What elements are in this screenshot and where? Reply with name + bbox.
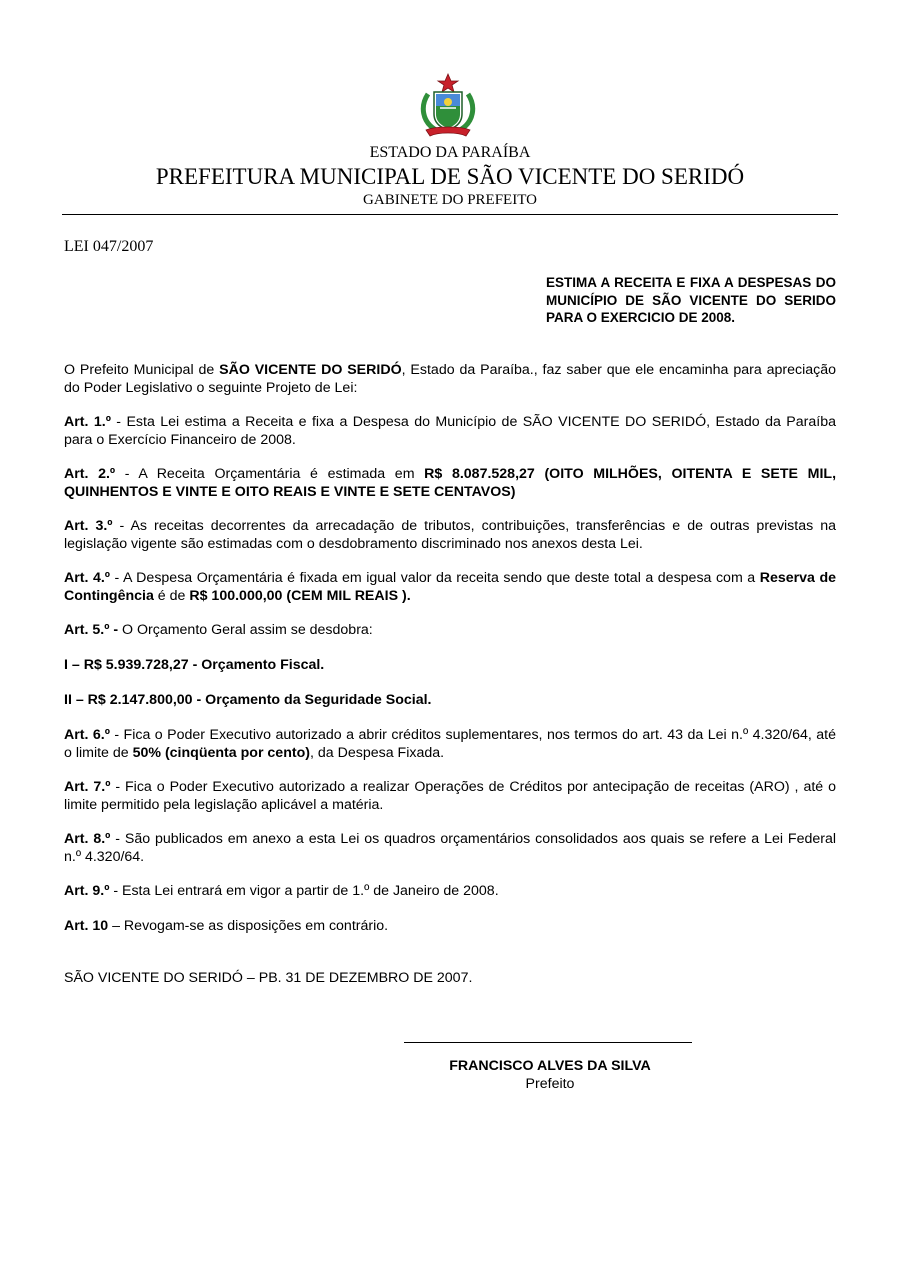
signer-role: Prefeito: [525, 1076, 575, 1092]
law-number: LEI 047/2007: [64, 238, 154, 255]
budget-item-social-security: II – R$ 2.147.800,00 - Orçamento da Seguridade Social.: [64, 692, 432, 708]
article-7: Art. 7.º - Fica o Poder Executivo autorizado a realizar Operações de Créditos por antecipação de receitas (ARO) , até o limite permitido pela legislação aplicável a matéria.: [64, 779, 836, 813]
prefeitura-name: PREFEITURA MUNICIPAL DE SÃO VICENTE DO SERIDÓ: [155, 164, 745, 189]
article-9: Art. 9.º - Esta Lei entrará em vigor a partir de 1.º de Janeiro de 2008.: [64, 883, 499, 899]
article-10: Art. 10 – Revogam-se as disposições em contrário.: [64, 918, 389, 934]
article-5: Art. 5.º - O Orçamento Geral assim se desdobra:: [64, 622, 373, 638]
signature-line: [404, 1042, 692, 1043]
article-3: Art. 3.º - As receitas decorrentes da arrecadação de tributos, contribuições, transferências e de outras previstas na legislação vigente são estimadas com o desdobramento discriminado nos anexos desta Lei.: [64, 518, 836, 552]
intro-paragraph: O Prefeito Municipal de SÃO VICENTE DO SERIDÓ, Estado da Paraíba., faz saber que ele encaminha para apreciação do Poder Legislativo o seguinte Projeto de Lei:: [64, 362, 836, 396]
header-divider: [62, 214, 838, 215]
article-4: Art. 4.º - A Despesa Orçamentária é fixada em igual valor da receita sendo que deste total a despesa com a Reserva de Contingência é de R$ 100.000,00 (CEM MIL REAIS ).: [64, 570, 837, 604]
article-2: Art. 2.º - A Receita Orçamentária é estimada em R$ 8.087.528,27 (OITO MILHÕES, OITENTA E SETE MIL, QUINHENTOS E VINTE E OITO REAIS E VINTE E SETE CENTAVOS): [64, 466, 837, 500]
coat-of-arms-icon: [414, 72, 482, 140]
signer-name: FRANCISCO ALVES DA SILVA: [449, 1058, 651, 1074]
place-and-date: SÃO VICENTE DO SERIDÓ – PB. 31 DE DEZEMBRO DE 2007.: [64, 970, 473, 986]
article-1: Art. 1.º - Esta Lei estima a Receita e fixa a Despesa do Município de SÃO VICENTE DO SERIDÓ, Estado da Paraíba para o Exercício Financeiro de 2008.: [64, 414, 836, 448]
budget-item-fiscal: I – R$ 5.939.728,27 - Orçamento Fiscal.: [64, 657, 325, 673]
article-8: Art. 8.º - São publicados em anexo a esta Lei os quadros orçamentários consolidados aos quais se refere a Lei Federal n.º 4.320/64.: [64, 831, 837, 865]
state-name: ESTADO DA PARAÍBA: [369, 144, 531, 161]
gabinete-name: GABINETE DO PREFEITO: [363, 192, 537, 208]
letterhead: [62, 143, 838, 210]
law-summary: ESTIMA A RECEITA E FIXA A DESPESAS DO MUNICÍPIO DE SÃO VICENTE DO SERIDO PARA O EXERCICIO DE 2008.: [546, 275, 836, 325]
article-6: Art. 6.º - Fica o Poder Executivo autorizado a abrir créditos suplementares, nos termos do art. 43 da Lei n.º 4.320/64, até o limite de 50% (cinqüenta por cento), da Despesa Fixada.: [64, 727, 836, 761]
